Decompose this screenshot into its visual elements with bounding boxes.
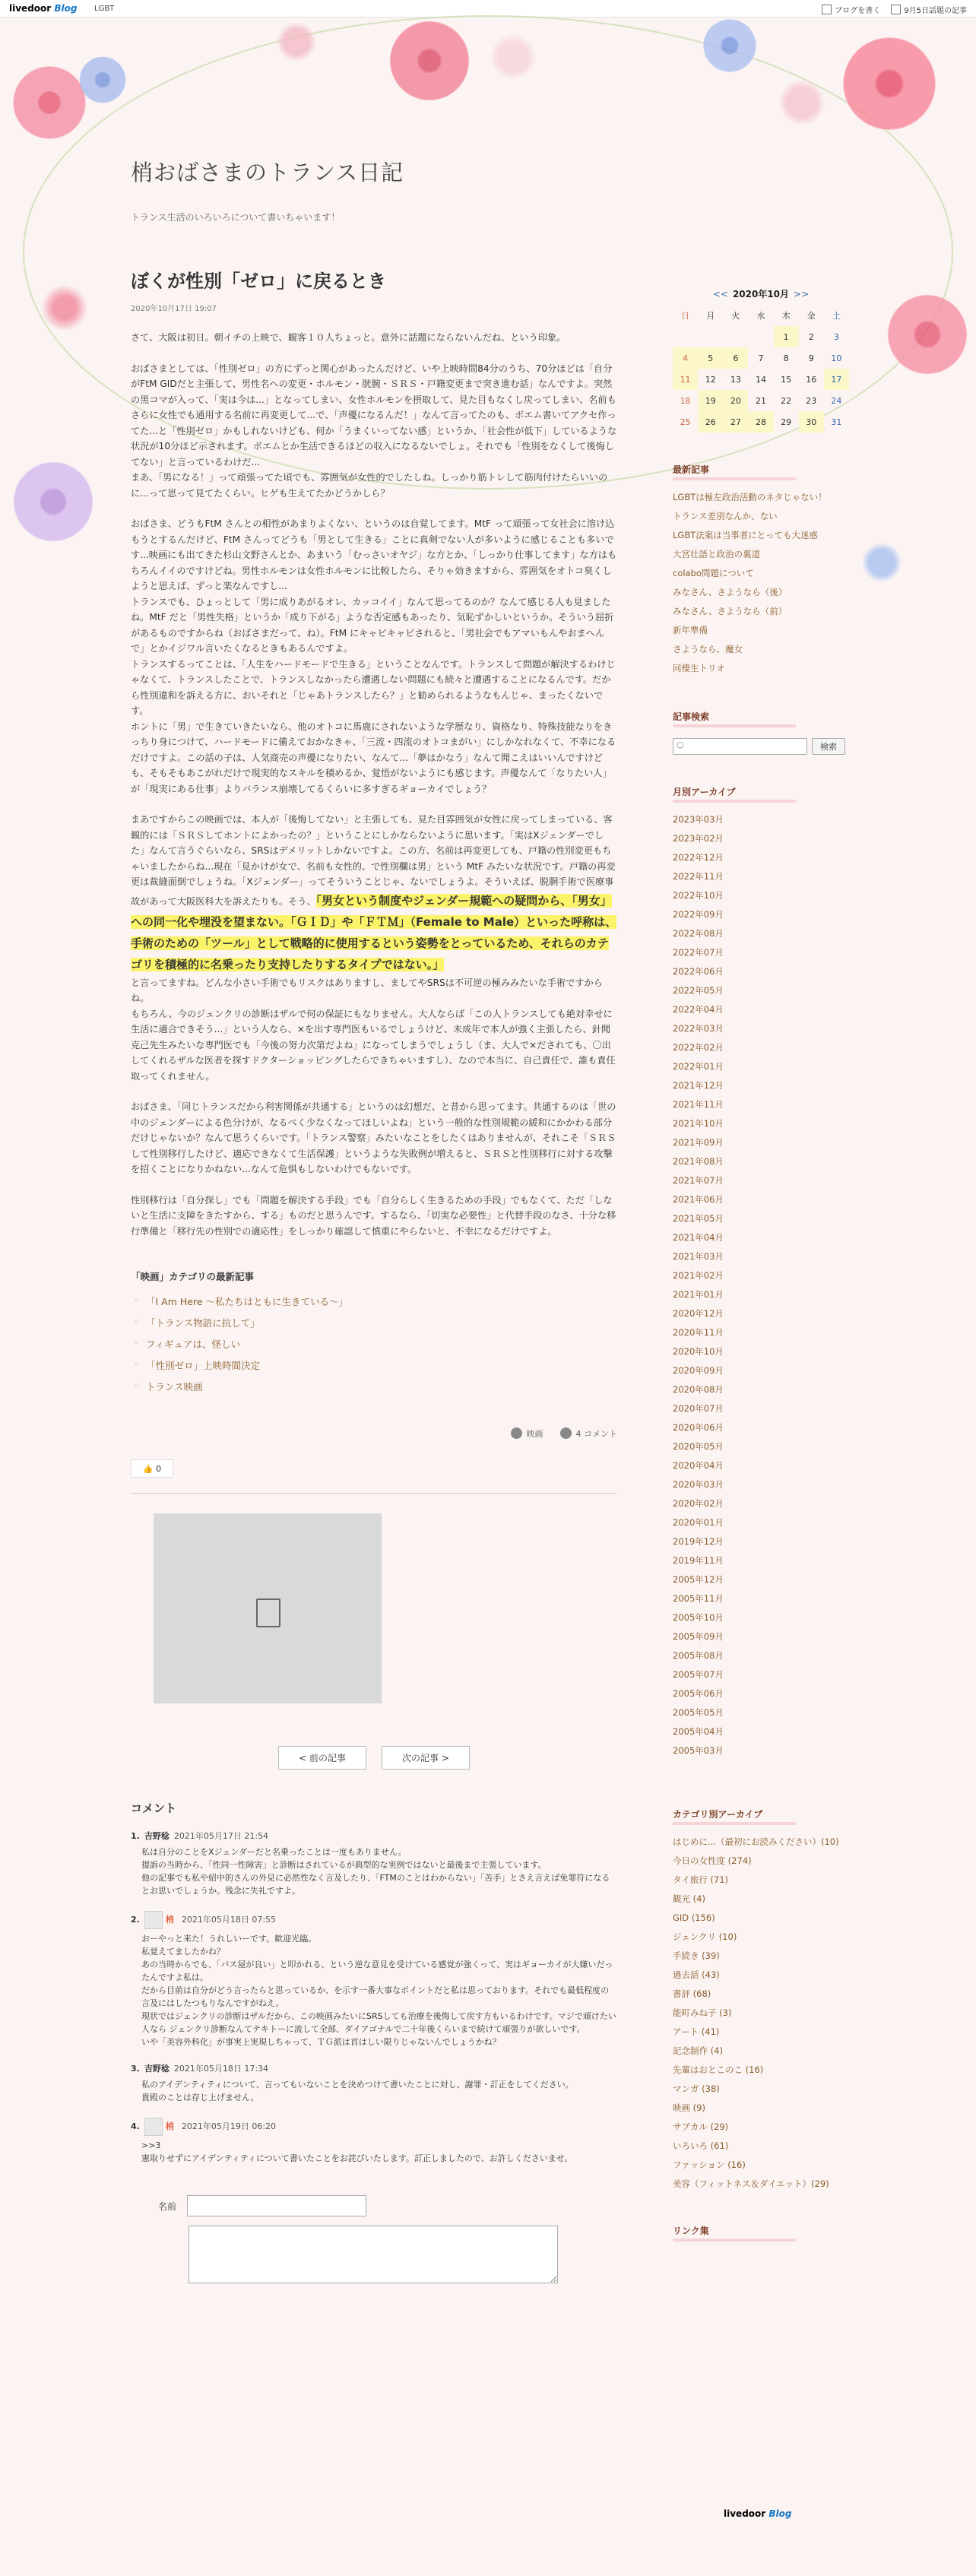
calendar-weekday: 土 — [832, 311, 841, 321]
name-input[interactable] — [187, 2195, 366, 2216]
calendar-day[interactable]: 6 — [723, 347, 748, 369]
calendar-day: 23 — [806, 395, 817, 406]
calendar-day: 29 — [781, 417, 792, 427]
archive-month-link[interactable]: 2022年03月 — [673, 1023, 724, 1034]
category-archive-link[interactable]: 書評 (68) — [673, 1988, 711, 1999]
category-link[interactable]: 映画 — [511, 1427, 543, 1440]
recent-post-link[interactable]: 同棲生トリオ — [673, 663, 725, 673]
archive-month-link[interactable]: 2022年07月 — [673, 947, 724, 958]
archive-month-link[interactable]: 2021年07月 — [673, 1175, 724, 1186]
category-archive-link[interactable]: ジェンクリ (10) — [673, 1931, 737, 1942]
comment-text: 私のアイデンティティについて、言ってもいないことを決めつけて書いたことに対し、謝罪・訂正をしてください。 貴殿のことは存じ上げません。 — [141, 2080, 574, 2102]
archive-month-link[interactable]: 2021年12月 — [673, 1080, 724, 1091]
name-label: 名前 — [157, 2201, 176, 2212]
post-paragraph: さて、大阪は初日。朝イチの上映で、観客１０人ちょっと。意外に話題にならないんだね、という印象。 — [131, 332, 566, 343]
archive-month-link[interactable]: 2021年09月 — [673, 1137, 724, 1148]
recent-posts-heading: 最新記事 — [673, 458, 849, 480]
category-archive-link[interactable]: GID (156) — [673, 1912, 715, 1923]
recent-post-link[interactable]: みなさん、さようなら（前） — [673, 606, 787, 616]
livedoor-logo[interactable]: livedoor Blog — [9, 3, 78, 14]
post-pager — [131, 1746, 617, 1770]
recent-post-link[interactable]: トランス差別なんか、ない — [673, 511, 778, 521]
comment: 4. 梢 2021年05月19日 06:20 >>3 憲取りせずにアイデンティティについて書いたことをお詫びいたします。訂正しましたので、お許しくださいませ。 — [131, 2118, 617, 2165]
calendar-prev-link[interactable]: << — [712, 289, 728, 299]
calendar-day[interactable]: 26 — [698, 411, 723, 433]
comments-link[interactable]: 4 コメント — [560, 1427, 618, 1440]
post-date: 2020年10月17日 19:07 — [131, 305, 217, 313]
archive-month-link[interactable]: 2020年11月 — [673, 1327, 724, 1338]
next-post-button[interactable]: 次の記事 > — [382, 1746, 470, 1770]
archive-month-link[interactable]: 2005年04月 — [673, 1726, 724, 1737]
comment-date: 2021年05月19日 06:20 — [181, 2121, 277, 2131]
category-archive-link[interactable]: 美容（フィットネス＆ダイエット）(29) — [673, 2178, 829, 2189]
calendar-day — [698, 326, 723, 347]
archive-month-link[interactable]: 2021年11月 — [673, 1099, 724, 1110]
related-post-link[interactable]: ◦ フィギュアは、怪しい — [131, 1333, 617, 1355]
archive-month-link[interactable]: 2020年12月 — [673, 1308, 724, 1319]
like-button[interactable]: 👍 0 — [131, 1459, 173, 1478]
archive-month-link[interactable]: 2023年03月 — [673, 814, 724, 825]
calendar-day — [748, 326, 773, 347]
related-post-link[interactable]: ◦ 「性別ゼロ」上映時間決定 — [131, 1355, 617, 1376]
calendar-day: 7 — [758, 353, 764, 363]
post-paragraph: 性別移行は「自分探し」でも「問題を解決する手段」でも「自分らしく生きるための手段」でもなくて、ただ「しないと生活に支障をきたすから、する」ものだと思うんです。するなら、「切実な必要性」と代替手段のなさ、十分な移行準備と「移行先の性別での適応性」をしっかり確認して慎重にやらないと、不幸になるだけですよ。 — [131, 1194, 616, 1237]
comment-date: 2021年05月17日 21:54 — [173, 1831, 269, 1841]
category-archive-link[interactable]: 観光 (4) — [673, 1893, 705, 1904]
archive-month-link[interactable]: 2005年07月 — [673, 1669, 724, 1680]
comment-author[interactable]: 梢 — [165, 1915, 174, 1925]
thumbs-up-icon: 👍 — [142, 1463, 154, 1474]
recent-post-link[interactable]: LGBTは極左政治活動のネタじゃない！ — [673, 492, 827, 502]
category-heading: カテゴリ別アーカイブ — [673, 1803, 849, 1825]
category-archive-link[interactable]: いろいろ (61) — [673, 2140, 729, 2151]
archive-month-link[interactable]: 2022年09月 — [673, 909, 724, 920]
archive-month-link[interactable]: 2019年12月 — [673, 1536, 724, 1547]
recent-posts-list — [673, 488, 849, 678]
links-heading: リンク集 — [673, 2220, 849, 2242]
topbar-category-link[interactable]: LGBT — [94, 5, 115, 13]
calendar-header: << 2020年10月 >> — [712, 289, 810, 299]
archive-month-link[interactable]: 2005年03月 — [673, 1745, 724, 1756]
archive-month-link[interactable]: 2005年06月 — [673, 1688, 724, 1699]
archive-month-link[interactable]: 2005年05月 — [673, 1707, 724, 1718]
avatar — [144, 2118, 163, 2136]
comments-heading: コメント — [131, 1801, 177, 1815]
archive-month-link[interactable]: 2021年08月 — [673, 1156, 724, 1167]
archive-month-link[interactable]: 2021年02月 — [673, 1270, 724, 1281]
category-archive-link[interactable]: はじめに...（最初にお読みください）(10) — [673, 1836, 839, 1847]
prev-post-button[interactable]: < 前の記事 — [278, 1746, 366, 1770]
calendar-day: 2 — [808, 331, 814, 342]
calendar-day: 16 — [806, 374, 817, 385]
recent-post-link[interactable]: LGBT法案は当事者にとっても大迷惑 — [673, 530, 819, 540]
calendar-day — [723, 326, 748, 347]
calendar-day: 24 — [831, 395, 842, 406]
calendar-day: 21 — [755, 395, 766, 406]
image-placeholder — [154, 1513, 382, 1703]
calendar-day: 12 — [705, 374, 716, 385]
avatar — [144, 1911, 163, 1929]
calendar-day[interactable]: 20 — [723, 390, 748, 411]
comment-textarea[interactable] — [189, 2226, 558, 2283]
archive-month-link[interactable]: 2020年05月 — [673, 1441, 724, 1452]
comment: 3. 吉野稔 2021年05月18日 17:34 私のアイデンティティについて、言ってもいないことを決めつけて書いたことに対し、謝罪・訂正をしてください。 貴殿のことは存じ上げません。 — [131, 2062, 617, 2104]
category-archive-link[interactable]: サブカル (29) — [673, 2121, 729, 2132]
archive-month-link[interactable]: 2021年01月 — [673, 1289, 724, 1300]
archive-month-link[interactable]: 2020年07月 — [673, 1403, 724, 1414]
calendar-icon — [891, 5, 901, 14]
calendar-weekday: 火 — [731, 311, 740, 321]
comment-date: 2021年05月18日 07:55 — [181, 1915, 277, 1925]
archive-month-link[interactable]: 2022年11月 — [673, 871, 724, 882]
category-archive-link[interactable]: ファッション (16) — [673, 2159, 746, 2170]
archive-month-link[interactable]: 2021年10月 — [673, 1118, 724, 1129]
calendar-day: 31 — [831, 417, 842, 427]
calendar-day: 10 — [831, 353, 842, 363]
calendar-day: 15 — [781, 374, 792, 385]
category-list — [673, 1833, 849, 2194]
calendar-day: 3 — [833, 331, 839, 342]
comment-author[interactable]: 吉野稔 — [144, 2064, 170, 2074]
topics-link[interactable]: 9月5日話題の記事 — [891, 4, 967, 15]
archive-month-link[interactable]: 2005年08月 — [673, 1650, 724, 1661]
post-footer — [131, 1427, 617, 1440]
archive-month-link[interactable]: 2020年03月 — [673, 1479, 724, 1490]
category-archive-link[interactable]: 今日の女性度 (274) — [673, 1855, 752, 1866]
related-post-link[interactable]: ◦ トランス映画 — [131, 1376, 617, 1397]
comment-text: 私は自分のことをXジェンダーだと名乗ったことは一度もありません。 提訴の当時から、「性同一性障害」と診断はされているが典型的な実例ではないと最後まで主張しています。 他の記事でも私や紹中的さんの外見に必然性なく言及したり、「FTMのことはわからない」「苦手」とさえ言えば免罪符になるとお思いでしょうか。残念に失礼ですよ。 — [141, 1847, 610, 1896]
related-heading: 「映画」カテゴリの最新記事 — [131, 1271, 255, 1282]
post-title[interactable]: ぼくが性別「ゼロ」に戻るとき — [131, 271, 386, 292]
archive-month-link[interactable]: 2020年01月 — [673, 1517, 724, 1528]
calendar-day[interactable]: 27 — [723, 411, 748, 433]
recent-post-link[interactable]: みなさん、さようなら（後） — [673, 587, 787, 597]
search-form — [673, 738, 849, 755]
archive-month-link[interactable]: 2022年01月 — [673, 1061, 724, 1072]
category-archive-link[interactable]: 先輩はおとこのこ (16) — [673, 2064, 764, 2075]
calendar-weekday: 日 — [681, 311, 690, 321]
recent-post-link[interactable]: 新年準備 — [673, 625, 708, 635]
main-content — [131, 266, 617, 2286]
comment: 2. 梢 2021年05月18日 07:55 おーやっと来た！うれしいーです。歓迎光臨。 私覚えてましたかね？ あの当時からでも、「バス屋が良い」と叩かれる、という逆な意見を受けている感覚が強くって、実はギョーカイが大嫌いだったんですよ私は。 だから目前は自分がどう言ったらと思っているか、を示す一番大事なポイントだと私は思っております。それでも最低程度の言及にはしたつもりなんですがねえ。 現状ではジェンクリの診断はザルだから、この映画みたいにSRSしても治療を後悔して戻す方もいるわけです。マジで頑けたい人なら ジェンクリ診断なんてテキトーに流して全部、ダイアゴナルで二十年後くらいまで続けて頑張りが欲しいです。 いや「美容外科化」が事実上実現しちゃって、ＴＧ派は首はしい限りじゃないんでしょうかね？ — [131, 1911, 617, 2048]
search-heading: 記事検索 — [673, 705, 849, 727]
recent-post-link[interactable]: 大宮壮語と政治の裏道 — [673, 549, 760, 559]
footer-livedoor-logo[interactable]: livedoor Blog — [724, 2508, 792, 2519]
calendar-day[interactable]: 28 — [748, 411, 773, 433]
archive-month-link[interactable]: 2021年03月 — [673, 1251, 724, 1262]
divider — [131, 1493, 617, 1494]
category-archive-link[interactable]: 過去話 (43) — [673, 1969, 720, 1980]
related-post-link[interactable]: ◦ 「トランス物語に抗して」 — [131, 1312, 617, 1333]
calendar-day[interactable]: 17 — [824, 369, 849, 390]
category-archive-link[interactable]: アート (41) — [673, 2026, 720, 2037]
search-input[interactable] — [673, 738, 807, 755]
archive-month-link[interactable]: 2005年11月 — [673, 1593, 724, 1604]
calendar-day[interactable]: 19 — [698, 390, 723, 411]
calendar-weekday: 金 — [806, 311, 816, 321]
post-paragraph: と言ってますね。どんな小さい手術でもリスクはありますし、ましてやSRSは不可逆の極みみたいな手術ですからね。 もちろん、今のジェンクリの診断はザルで何の保証にもなりません。大人ならば「この人トランスしても絶対幸せに生活に適合できそう...」という人なら、×を出す専門医もいるでしょうけど、未成年で本人が強く主張したら、針聞克己先生みたいな専門医でも「今後の努力次第だよね」になってしまうでしょうし（ま、大人で×だされても、〇出してくれるザルな医者を探すドクターショッピングしたらできちゃいますし）、なので本当に、自己責任で、誰も責任取ってくれません。 — [131, 977, 616, 1082]
archive-month-link[interactable]: 2005年10月 — [673, 1612, 724, 1623]
category-archive-link[interactable]: 記念制作 (4) — [673, 2045, 723, 2056]
calendar-day: 9 — [808, 353, 814, 363]
archive-month-link[interactable]: 2005年12月 — [673, 1574, 724, 1585]
related-post-link[interactable]: ◦ 「I Am Here ～私たちはともに生きている～」 — [131, 1291, 617, 1312]
calendar-day: 25 — [680, 417, 691, 427]
archive-month-link[interactable]: 2021年06月 — [673, 1194, 724, 1205]
archive-month-link[interactable]: 2022年05月 — [673, 985, 724, 996]
comment-author[interactable]: 梢 — [165, 2121, 174, 2131]
comment: 1. 吉野稔 2021年05月17日 21:54 私は自分のことをXジェンダーだと名乗ったことは一度もありません。 提訴の当時から、「性同一性障害」と診断はされているが典型的な実例ではないと最後まで主張しています。 他の記事でも私や紹中的さんの外見に必然性なく言及したり、「FTMのことはわからない」「苦手」とさえ言えば免罪符になるとお思いでしょうか。残念に失礼ですよ。 — [131, 1830, 617, 1897]
site-description: トランス生活のいろいろについて書いちゃいます！ — [131, 212, 341, 223]
category-archive-link[interactable]: 映画 (9) — [673, 2102, 705, 2113]
archive-month-link[interactable]: 2022年06月 — [673, 966, 724, 977]
post-body — [131, 330, 617, 1239]
calendar-day: 13 — [730, 374, 741, 385]
archive-month-link[interactable]: 2022年12月 — [673, 852, 724, 863]
archive-month-link[interactable]: 2020年02月 — [673, 1498, 724, 1509]
sidebar — [673, 287, 849, 2242]
calendar-day[interactable]: 4 — [673, 347, 698, 369]
highlighted-quote: 「男女という制度やジェンダー規範への疑問から、「男女」への同一化や埋没を望まない。「ＧＩＤ」や「ＦＴＭ」（Female to Male）といった呼称は、手術のための「ツール」として戦略的に使用するという姿勢をとっているため、それらのカテゴリを積極的に名乗ったり支持したりするタイプではない。」 — [131, 893, 617, 971]
comment-date: 2021年05月18日 17:34 — [173, 2064, 269, 2074]
archive-month-link[interactable]: 2022年10月 — [673, 890, 724, 901]
archive-month-link[interactable]: 2020年10月 — [673, 1346, 724, 1357]
calendar-day[interactable]: 30 — [799, 411, 824, 433]
comment-icon — [560, 1427, 572, 1439]
calendar-weekday: 月 — [706, 311, 715, 321]
calendar-day[interactable]: 1 — [774, 326, 799, 347]
archive-month-link[interactable]: 2022年08月 — [673, 928, 724, 939]
calendar-day: 8 — [783, 353, 789, 363]
comment-form — [131, 2195, 617, 2286]
category-archive-link[interactable]: タイ旅行 (71) — [673, 1874, 729, 1885]
archive-month-link[interactable]: 2020年04月 — [673, 1460, 724, 1471]
calendar-weekday: 水 — [756, 311, 765, 321]
calendar — [673, 305, 849, 433]
archive-list — [673, 810, 849, 1760]
comment-author[interactable]: 吉野稔 — [144, 1831, 170, 1841]
archive-month-link[interactable]: 2005年09月 — [673, 1631, 724, 1642]
archive-month-link[interactable]: 2021年05月 — [673, 1213, 724, 1224]
archive-month-link[interactable]: 2022年04月 — [673, 1004, 724, 1015]
calendar-weekday: 木 — [781, 311, 791, 321]
post-paragraph: おばさま、「同じトランスだから利害関係が共通する」というのは幻想だ、と昔から思ってます。共通するのは「世の中のジェンダーによる色分けが、なるべく少なくなってほしいよね」という一般的な性別規範の緩和にかかわる部分だけじゃないか？なんて思うくらいです。「トランス警察」みたいなことをしたくはありませんが、それこそ「ＳＲＳして性別移行したけど、適応できなくて生活保護」というような失敗例が増えると、ＳＲＳと性別移行に対する攻撃を招くことになりかねない...なんて危惧もしないわけでもないです。 — [131, 1101, 616, 1174]
comment-text: おーやっと来た！うれしいーです。歓迎光臨。 私覚えてましたかね？ あの当時からでも、「バス屋が良い」と叩かれる、という逆な意見を受けている感覚が強くって、実はギョーカイが大嫌いだったんですよ私は。 だから目前は自分がどう言ったらと思っているか、を示す一番大事なポイントだと私は思っております。それでも最低程度の言及にはしたつもりなんですがねえ。 現状ではジェンクリの診断はザルだから、この映画みたいにSRSしても治療を後悔して戻す方もいるわけです。マジで頑けたい人なら ジェンクリ診断なんてテキトーに流して全部、ダイアゴナルで二十年後くらいまで続けて頑張りが欲しいです。 いや「美容外科化」が事実上実現しちゃって、ＴＧ派は首はしい限りじゃないんでしょうかね？ — [141, 1934, 616, 2047]
write-blog-link[interactable]: ブログを書く — [822, 4, 880, 15]
calendar-day: 22 — [781, 395, 792, 406]
calendar-day: 14 — [755, 374, 766, 385]
calendar-next-link[interactable]: >> — [794, 289, 810, 299]
broken-image-icon — [256, 1599, 280, 1627]
site-title[interactable]: 梢おばさまのトランス日記 — [131, 160, 404, 185]
archive-month-link[interactable]: 2022年02月 — [673, 1042, 724, 1053]
related-posts — [131, 1269, 617, 1397]
archive-month-link[interactable]: 2020年09月 — [673, 1365, 724, 1376]
search-button[interactable]: 検索 — [812, 738, 845, 755]
folder-icon — [511, 1427, 522, 1439]
recent-post-link[interactable]: colabo問題について — [673, 568, 754, 578]
archive-month-link[interactable]: 2021年04月 — [673, 1232, 724, 1243]
recent-post-link[interactable]: さようなら、魔女 — [673, 644, 743, 654]
pencil-icon — [822, 5, 832, 14]
archive-month-link[interactable]: 2019年11月 — [673, 1555, 724, 1566]
calendar-day: 18 — [680, 395, 691, 406]
archive-month-link[interactable]: 2023年02月 — [673, 833, 724, 844]
calendar-day — [673, 326, 698, 347]
category-archive-link[interactable]: 手続き (39) — [673, 1950, 720, 1961]
category-archive-link[interactable]: マンガ (38) — [673, 2083, 720, 2094]
comment-text: >>3 憲取りせずにアイデンティティについて書いたことをお詫びいたします。訂正しましたので、お許しくださいませ。 — [141, 2140, 573, 2163]
post-paragraph: まあですからこの映画では、本人が「後悔してない」と主張しても、見た目雰囲気が女性に戻ってしまっている、客観的には「ＳＲＳしてホントによかったの？」ということにしかならないように思います。「実はXジェンダーでした」なんて言うぐらいなら、SRSはデメリットしかないですよ。この方、名前は再変更しても、戸籍の性別変更もちゃいましたからね...現在「見かけが女で、名前も女性的、で性別欄は男」という MtF みたいな状況です。戸籍の再変更は裁縫面倒でしょうね。「Xジェンダー」ってそういうことじゃ、ないでしょうよ。そういえば、脱胴手術で医療事故があって大阪医科大を訴えたりも。そう、「男女という制度やジェンダー規範への疑問から、「男女」への同一化や埋没を望まない。「ＧＩＤ」や「ＦＴＭ」（Female to Male）といった呼称は、手術のための「ツール」として戦略的に使用するという姿勢をとっているため、それらのカテゴリを積極的に名乗ったり支持したりするタイプではない。」 — [131, 814, 617, 971]
post-paragraph: おばさま、どうもFtM さんとの相性があまりよくない、というのは自覚してます。MtF って頑張って女社会に溶け込もうとするんだけど、FtM さんってどうも「男として生きる」ことに真剣でない人が多いように感じることも多いです...映画にも出てきた杉山文野さんとか、あまいう「むっさいオヤジ」な方とか、「しっかり仕事してます」な方はもちろんイイのですけどね。男性ホルモンは女性ホルモンに比較したら、そりゃ効きますから、雰囲気をオトコ臭くしようと思えば、ずっと楽なんですし... トランスでも、ひょっとして「男に成りあがるオレ、カッコイイ」なんて思ってるのか？なんて感じる人も見ましたね。MtF だと「男性失格」というか「成り下がる」ような否定感もあったり、気恥ずかしいというか。そういう屈折があるものですからね（おばさまだって、ね）。FtM にキャピキャピされると、「男社会でもアマいもんやおまへんで」とかイジワル言いたくなるときもあるんですよ。 トランスするってことは、「人生をハードモードで生きる」ということなんです。トランスして問題が解決するわけじゃなくて、トランスしたことで、トランスしなかったら遭遇しない問題にも続々と遭遇することになるんです。だから性別違和を訴える方に、おいそれと「じゃあトランスしたら？」と勧められるようなもんじゃ、まったくないです。 ホントに「男」で生きていきたいなら、他のオトコに馬鹿にされないような学歴なり、資格なり、特殊技能なりをきっちり身につけて、ハードモードに備えておかなきゃ、「三流・四流のオトコまがい」にしかなれなくて、不幸になるだけですよ。この話の子は、人気商売の声優になりたい、なんて...「夢はかなう」なんて聞こえはいいんですけども、そもそもあこがれだけで現実的なスキルを積めるか、覚悟がないようにも感じます。声優なんて「なりたい人」が「現実にある仕事」よりバランス崩壊してるくらいに多すぎるギョーカイでしょう？ — [131, 518, 617, 794]
archive-month-link[interactable]: 2020年06月 — [673, 1422, 724, 1433]
post-paragraph: おばさまとしては、「性別ゼロ」の方にずっと関心があったんだけど、いや上映時間84分のうち、70分ほどは「自分がFtM GIDだと主張して、男性名への変更・ホルモン・胱腕・ＳＲＳ・戸籍変更まで突き進む話」なんですよ。突然の黒コマが入って、「実は今は...」となってしまい、女性ホルモンを摂取して、見た目もなくし戻ってしまい、名前もさらに女性でも通用する名前に再変更して...で、「声優になるんだ！」なんて言ってたのも、ボエム書いてアクセ作ってた...と「性別ゼロ」かもしれないけども、何か「うまくいってない感」というか、「社会性が低下」しているような状況が10分ほど示されます。ボエムとか生活できるほどの収入になるないでしょ。それでも「性別をなくして後悔してない」と言っているわけだ... まあ、「男になる！」って頑張ってた頃でも、雰囲気が女性的でしたしね。しっかり筋トレして筋肉付けたらいいのに...って思って見てたくらい。ヒゲも生えてたかどうかしら？ — [131, 363, 617, 499]
category-archive-link[interactable]: 能町みね子 (3) — [673, 2007, 732, 2018]
archive-heading: 月別アーカイブ — [673, 781, 849, 803]
archive-month-link[interactable]: 2020年08月 — [673, 1384, 724, 1395]
calendar-day[interactable]: 5 — [698, 347, 723, 369]
calendar-day[interactable]: 11 — [673, 369, 698, 390]
